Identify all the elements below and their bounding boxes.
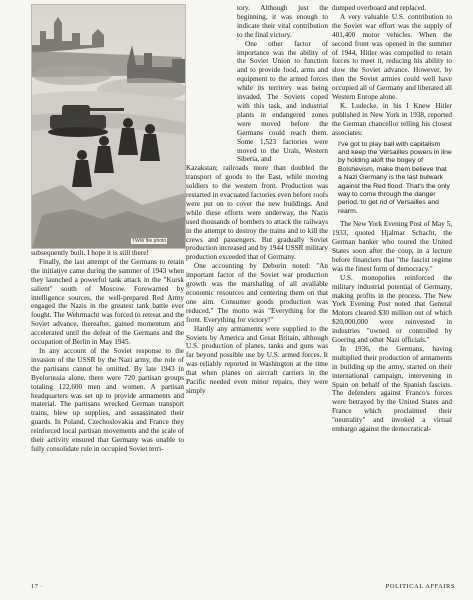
block-quote — [338, 141, 452, 217]
column-2-top-wrap — [237, 4, 328, 164]
paragraph: Finally, the last attempt of the Germans to retain the initiative came during the summer of 1943 when they launched a powerful tank attack in the "Kursk salient" south of Moscow. Forewarned by intelligence sources, the well-prepared Red Army engaged the Nazis in the greatest tank battle ever fought. The Wehrmacht was forced to retreat and the Soviet advance, thereafter, gained momentum and accelerated until the defeat of the Germans and the occupation of Berlin in May 1945. — [31, 257, 184, 347]
column-1 — [31, 249, 184, 454]
column-2 — [186, 4, 328, 396]
paragraph: subsequently built. I hope it is still there! — [31, 249, 149, 257]
paragraph: U.S. monopolies reinforced the military industrial potential of Germany, making profits in the process. The New York Evening Post noted that General Motors cleared $30 million out of which $20,000,000 were reinvested in industries "owned or controlled by Goering and other Nazi officials." — [332, 273, 452, 345]
paragraph: tory. Although just the beginning, it was enough to indicate their vital contribution to the final victory. — [237, 4, 328, 39]
paragraph: Hardly any armaments were supplied to the Soviets by America and Great Britain, although U.S. production of planes, tanks and guns was far beyond possible use by U.S. armed forces. It was reliably reported in Washington at the time that when planes on aircraft carriers in the Pacific needed even minor repairs, they were simply — [186, 324, 328, 395]
page-number: 17 · — [31, 583, 44, 590]
paragraph: dumped overboard and replaced. — [332, 4, 427, 12]
paragraph: In any account of the Soviet response to the invasion of the USSR by the Nazi army, the role of the partisans cannot be omitted. By late 1943 in Byelorussia alone, there were 720 partisan groups totaling 122,600 men and women. A partisan headquarters was set up to provide armaments and material. The partisans wrecked German transport trains, blew up supplies, and assassinated their guards. In Poland, Czechoslovakia and France they reinforced local partisan movements and the scale of their activity ensured that Germany was unable to fully consolidate rule in occupied Soviet terri- — [31, 346, 184, 453]
paragraph: One other factor of importance was the ability of the Soviet Union to function and to provide food, arms and equipment to the armed forces while its territory was being invaded. The Soviets coped with this task, and industrial plants in endangered zones were moved before the Germans could reach them. Some 1,523 factories were moved to the Urals, Western Siberia, and — [237, 39, 328, 164]
publication-name: POLITICAL AFFAIRS — [385, 583, 455, 590]
paragraph: In 1936, the Germans, having multiplied their production of armaments in building up the army, started on their international campaign, intervening in Spain on behalf of the Spanish fascists. The defenders against Franco's forces were betrayed by the United States and France which proclaimed their "neutrality" and invoked a virtual embargo against the democratical- — [332, 344, 452, 434]
quote-text: I've got to play ball with capitalism and keep the Versailles powers in line by holding aloft the bogey of Bolshevism, make them believe that a Nazi Germany is the last bulwark against the Red flood. That's the only way to come through the danger period, to get rid of Versailles and rearm. — [338, 140, 452, 215]
war-scene-illustration — [32, 5, 185, 248]
paragraph: Kazakstan; railroads more than doubled the transport of goods to the East, while moving soldiers to the western front. Production was restarted in evacuated factories even before roofs were put on to cover the new buildings. And while these efforts were underway, the Nazis used thousands of bombers to attack the railways in the attempt to destroy the trains and to kill the crews and passengers. But gradually Soviet production increased and by 1944 USSR military production exceeded that of Germany. — [186, 164, 328, 262]
column-3 — [332, 4, 452, 434]
paragraph: K. Ludecke, in his I Knew Hitler published in New York in 1938, reported the German chancellor telling his closest associates: — [332, 101, 452, 137]
paragraph: One accounting by Deborin noted: "An important factor of the Soviet war production growth was the marshaling of all available economic resources and centering them on that one aim. Consumer goods production was reduced." The motto was "Everything for the front. Everything for victory!" — [186, 262, 328, 324]
paragraph: The New York Evening Post of May 5, 1933, quoted Hjalmar Schacht, the German banker who toured the United States soon after the coup, in a lecture before financiers that "the fascist regime was the finest form of democracy." — [332, 220, 452, 273]
article-photo — [31, 4, 186, 249]
photo-credit: TWW file photo — [132, 238, 167, 244]
paragraph: A very valuable U.S. contribution to the Soviet war effort was the supply of 401,400 motor vehicles. When the second front was opened in the summer of 1944, Hitler was compelled to retain forces to meet it, reducing his ability to slow the Soviet advance. However, by then the Soviet armies could well have occupied all of Germany and liberated all Western Europe alone. — [332, 12, 452, 102]
